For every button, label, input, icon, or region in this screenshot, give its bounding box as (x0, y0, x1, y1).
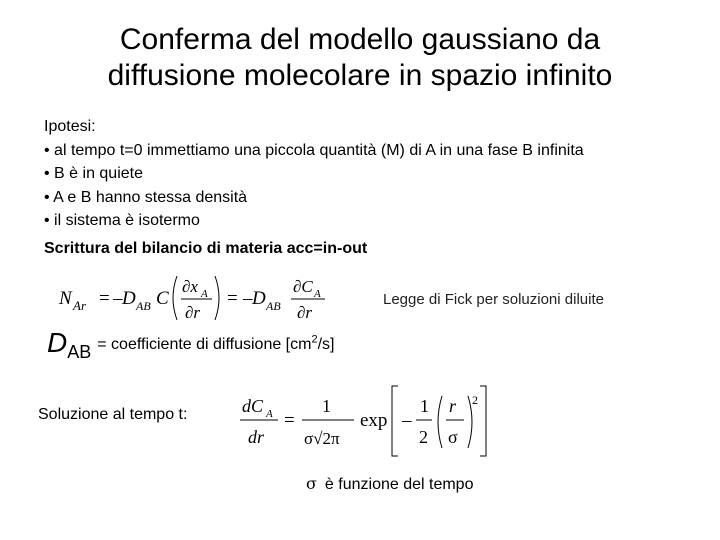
partial-r-denominator: ∂r (297, 303, 313, 322)
hypotheses-block (44, 115, 584, 233)
exp-function: exp (360, 410, 388, 431)
minus-sign: – (402, 410, 412, 431)
c-subscript: A (314, 288, 321, 300)
equals-sign: = (227, 288, 238, 309)
flux-symbol: N (59, 288, 72, 309)
fick-law-caption: Legge di Fick per soluzioni diluite (383, 291, 604, 308)
gaussian-solution-equation (236, 384, 516, 460)
hypothesis-item: • al tempo t=0 immettiamo una piccola quantità (M) di A in una fase B infinita (44, 141, 584, 159)
hypotheses-heading: Ipotesi: (44, 118, 96, 135)
sigma-sqrt-denominator: σ√2π (304, 429, 340, 448)
sigma-denominator: σ (448, 427, 458, 447)
hypothesis-item: • il sistema è isotermo (44, 212, 200, 229)
diffusivity-subscript: AB (136, 299, 151, 313)
diffusivity-symbol: D (122, 288, 136, 309)
minus-sign: – (113, 288, 123, 309)
dca-numerator: dC (242, 396, 264, 416)
half-numerator: 1 (420, 396, 429, 416)
minus-sign: – (243, 288, 253, 309)
hypothesis-item: • B è in quiete (44, 165, 143, 182)
r-numerator: r (449, 396, 457, 416)
diffusivity-subscript: AB (67, 342, 92, 362)
slide-title-line-1: Conferma del modello gaussiano da (119, 23, 601, 56)
dr-denominator: dr (248, 427, 265, 447)
diffusivity-symbol: D (47, 327, 68, 358)
hypothesis-item: • A e B hanno stessa densità (44, 188, 248, 206)
right-bracket (480, 386, 486, 456)
right-paren (215, 276, 219, 320)
diffusivity-subscript: AB (266, 299, 281, 313)
sigma-symbol: σ (306, 474, 317, 493)
fick-law-equation (55, 270, 355, 330)
slide-title-line-2: diffusione molecolare in spazio infinito (107, 59, 613, 92)
balance-heading: Scrittura del bilancio di materia acc=in-out (44, 240, 368, 257)
left-paren (173, 276, 177, 320)
solution-label: Soluzione al tempo t: (38, 406, 188, 423)
description-suffix: /s] (317, 336, 335, 353)
partial-c-numerator: ∂C (293, 277, 313, 296)
left-bracket (392, 386, 398, 456)
sigma-note (306, 474, 473, 494)
flux-subscript: Ar (73, 298, 86, 313)
description-prefix: = coefficiente di diffusione [cm (97, 336, 312, 353)
half-denominator: 2 (419, 427, 428, 447)
partial-x-numerator: ∂x (182, 277, 198, 296)
unit-exponent: 2 (311, 333, 318, 346)
square-exponent: 2 (472, 393, 478, 407)
one-numerator: 1 (322, 396, 331, 416)
diffusivity-symbol: D (252, 288, 266, 309)
equals-sign: = (99, 288, 110, 309)
diffusivity-description (97, 333, 335, 353)
concentration-symbol: C (156, 288, 169, 309)
ca-subscript: A (266, 408, 273, 420)
partial-r-denominator: ∂r (185, 303, 201, 322)
left-paren (438, 396, 442, 448)
diffusion-coefficient-definition (47, 327, 335, 362)
sigma-note-text: è funzione del tempo (324, 476, 474, 493)
equals-sign: = (284, 410, 295, 431)
x-subscript: A (201, 288, 208, 300)
